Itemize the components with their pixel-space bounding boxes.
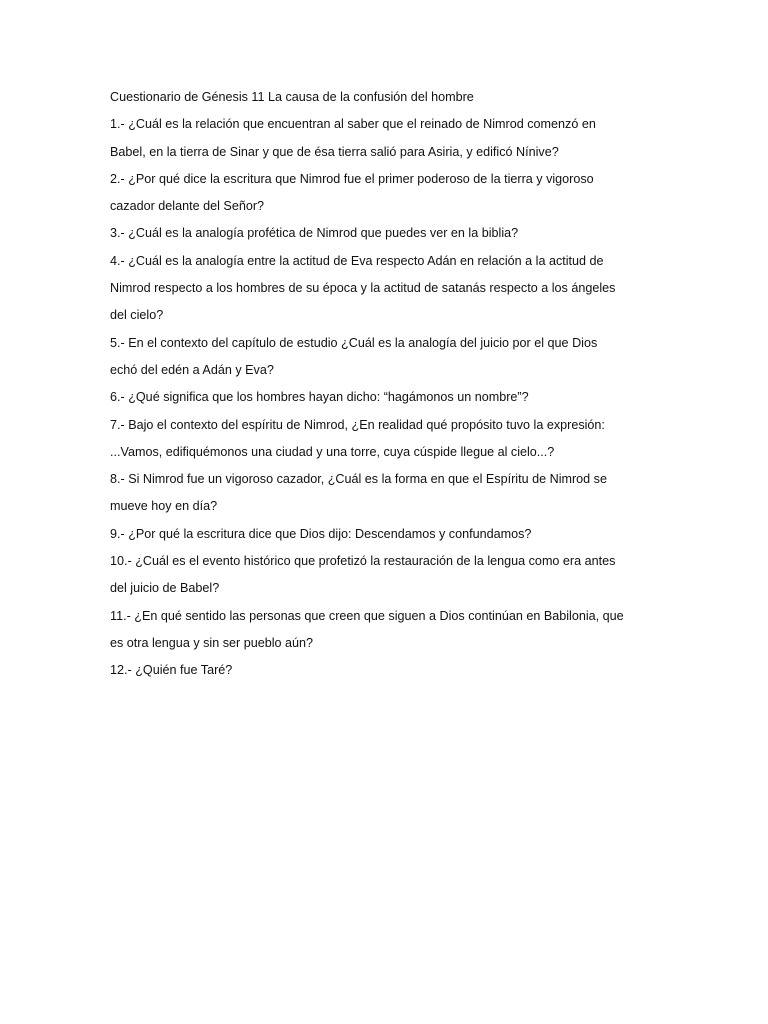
question-7-line-1: 7.- Bajo el contexto del espíritu de Nimrod, ¿En realidad qué propósito tuvo la expresión: xyxy=(110,417,605,432)
question-12-line-1: 12.- ¿Quién fue Taré? xyxy=(110,663,233,678)
question-8-line-1: 8.- Si Nimrod fue un vigoroso cazador, ¿Cuál es la forma en que el Espíritu de Nimrod se xyxy=(110,472,607,487)
question-8-line-2: mueve hoy en día? xyxy=(110,499,218,514)
document-title: Cuestionario de Génesis 11 La causa de la confusión del hombre xyxy=(110,90,474,104)
questionnaire-text xyxy=(110,84,645,685)
question-1-line-1: 1.- ¿Cuál es la relación que encuentran al saber que el reinado de Nimrod comenzó en xyxy=(110,117,596,132)
question-10-line-2: del juicio de Babel? xyxy=(110,581,220,596)
question-4-line-2: Nimrod respecto a los hombres de su época y la actitud de satanás respecto a los ángeles xyxy=(110,281,616,296)
question-9-line-1: 9.- ¿Por qué la escritura dice que Dios dijo: Descendamos y confundamos? xyxy=(110,526,532,541)
question-4-line-3: del cielo? xyxy=(110,308,164,323)
question-10-line-1: 10.- ¿Cuál es el evento histórico que profetizó la restauración de la lengua como era antes xyxy=(110,554,616,569)
question-7-line-2: ...Vamos, edifiquémonos una ciudad y una torre, cuya cúspide llegue al cielo...? xyxy=(110,444,555,459)
question-4-line-1: 4.- ¿Cuál es la analogía entre la actitud de Eva respecto Adán en relación a la actitud de xyxy=(110,253,604,268)
question-11-line-2: es otra lengua y sin ser pueblo aún? xyxy=(110,635,314,650)
question-11-line-1: 11.- ¿En qué sentido las personas que creen que siguen a Dios continúan en Babilonia, que xyxy=(110,608,624,623)
question-1-line-2: Babel, en la tierra de Sinar y que de ésa tierra salió para Asiria, y edificó Nínive? xyxy=(110,144,559,159)
question-5-line-1: 5.- En el contexto del capítulo de estudio ¿Cuál es la analogía del juicio por el que Dios xyxy=(110,335,598,350)
question-6-line-1: 6.- ¿Qué significa que los hombres hayan dicho: “hagámonos un nombre”? xyxy=(110,390,529,405)
question-2-line-1: 2.- ¿Por qué dice la escritura que Nimrod fue el primer poderoso de la tierra y vigoroso xyxy=(110,171,594,186)
question-3-line-1: 3.- ¿Cuál es la analogía profética de Nimrod que puedes ver en la biblia? xyxy=(110,226,519,241)
question-2-line-2: cazador delante del Señor? xyxy=(110,199,265,214)
question-5-line-2: echó del edén a Adán y Eva? xyxy=(110,362,274,377)
